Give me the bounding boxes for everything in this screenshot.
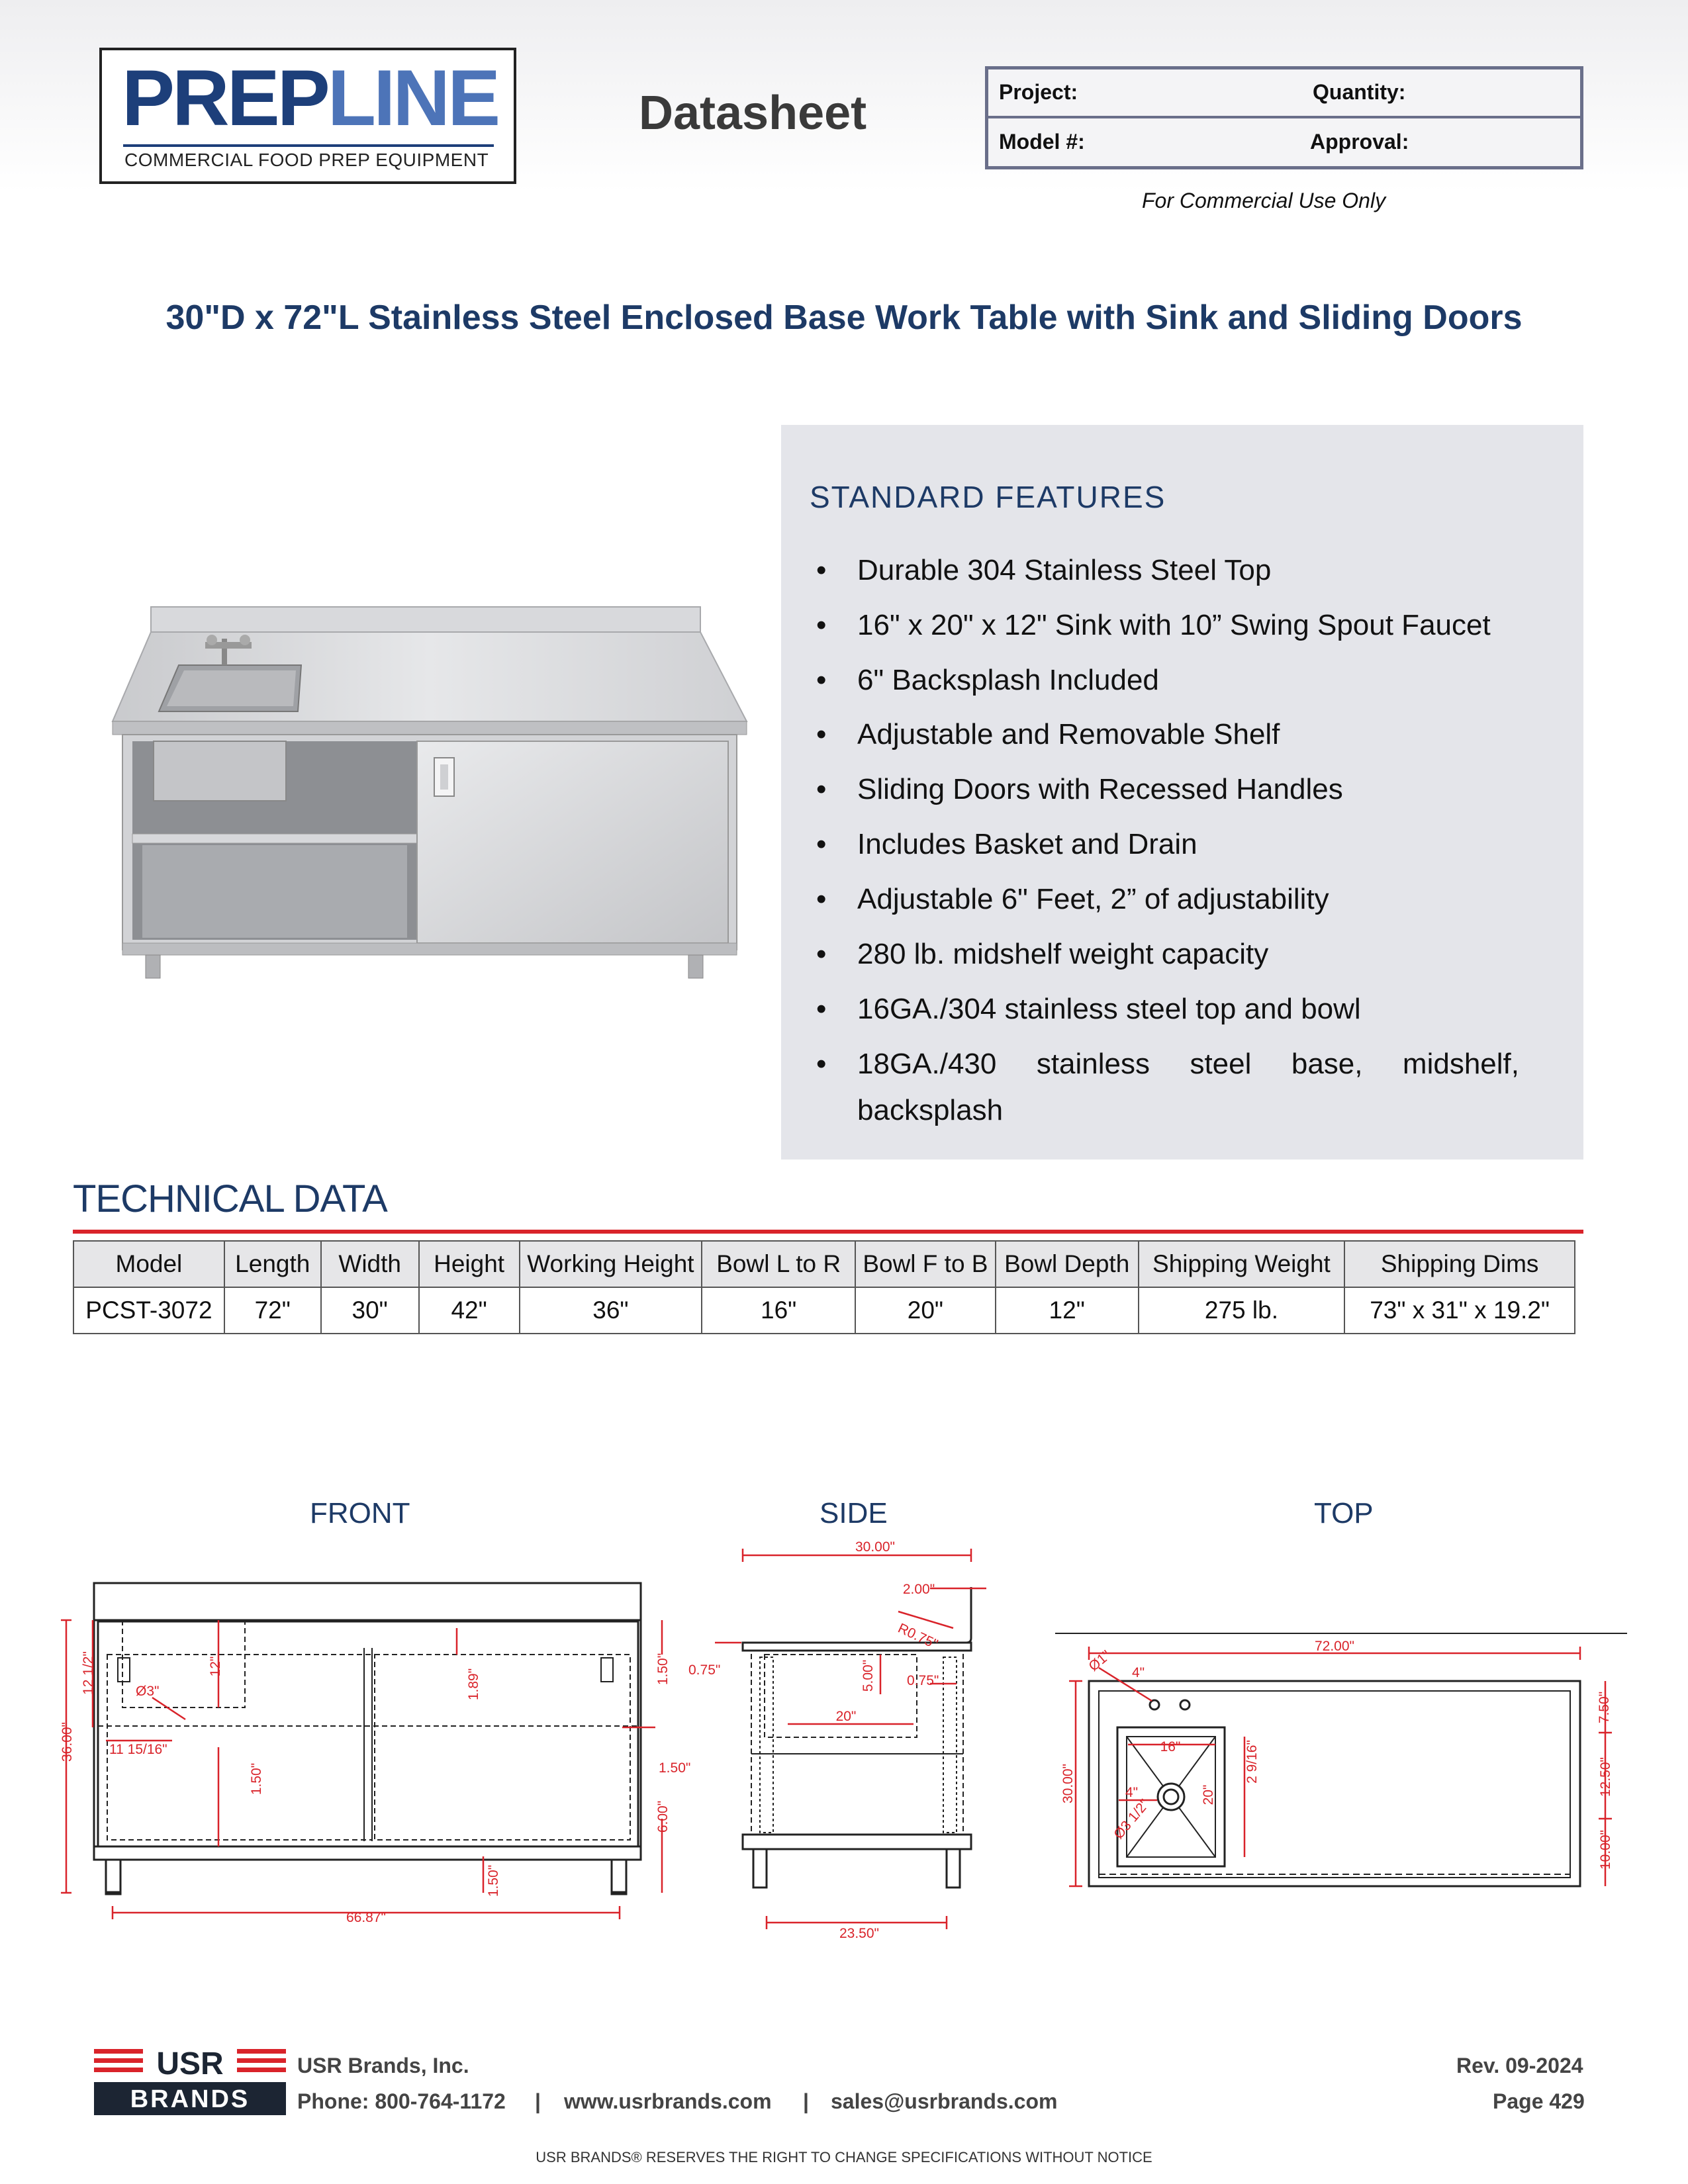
- bullet: •: [816, 554, 827, 586]
- dim-label: 5.00": [861, 1659, 876, 1692]
- model-label: Model #:: [999, 130, 1085, 154]
- dim-label: 12.50": [1598, 1756, 1613, 1797]
- technical-data-heading: TECHNICAL DATA: [73, 1177, 387, 1220]
- bullet: •: [816, 609, 827, 641]
- table-header-cell: Height: [419, 1241, 520, 1287]
- approval-label: Approval:: [1310, 130, 1409, 154]
- project-info-box: [985, 66, 1583, 169]
- doc-title: Datasheet: [639, 87, 867, 140]
- product-photo: [106, 599, 755, 983]
- table-cell: 30": [321, 1287, 419, 1334]
- features-heading: STANDARD FEATURES: [810, 480, 1166, 514]
- bullet: •: [816, 664, 827, 696]
- info-row-model: [988, 119, 1580, 165]
- dim-label: 4": [1125, 1785, 1139, 1800]
- dim-label: Ø1": [1086, 1647, 1114, 1674]
- table-cell: 275 lb.: [1139, 1287, 1345, 1334]
- dim-label: 36.00": [60, 1721, 75, 1762]
- separator: |: [535, 2089, 541, 2113]
- logo-rule: [123, 144, 494, 147]
- feature-item: • 280 lb. midshelf weight capacity: [857, 931, 1519, 978]
- separator: |: [803, 2089, 809, 2113]
- quantity-label: Quantity:: [1313, 80, 1406, 104]
- dim-label: 1.50": [486, 1864, 501, 1897]
- dim-label: 4": [1132, 1665, 1145, 1680]
- front-view-drawing: [94, 1583, 641, 1894]
- website-link[interactable]: www.usrbrands.com: [564, 2089, 772, 2113]
- page-number: Page 429: [1493, 2089, 1585, 2113]
- bullet: •: [816, 1048, 827, 1080]
- table-cell: 36": [520, 1287, 702, 1334]
- feature-item-continued: backsplash: [857, 1094, 1004, 1126]
- dim-label: 16": [1160, 1739, 1181, 1754]
- feature-item: • Sliding Doors with Recessed Handles: [857, 766, 1519, 813]
- table-header-cell: Model: [73, 1241, 224, 1287]
- disclaimer: USR BRANDS® RESERVES THE RIGHT TO CHANGE SPECIFICATIONS WITHOUT NOTICE: [536, 2149, 1152, 2165]
- dim-label: 10.00": [1598, 1829, 1613, 1870]
- table-header-cell: Bowl F to B: [855, 1241, 996, 1287]
- technical-data-table: [73, 1240, 1575, 1334]
- table-cell: 20": [855, 1287, 996, 1334]
- usr-logo-top: USR: [156, 2046, 224, 2081]
- feature-item: • 18GA./430 stainless steel base, midshelf,: [857, 1041, 1519, 1087]
- bullet: •: [816, 938, 827, 970]
- dim-label: 2 9/16": [1244, 1740, 1260, 1784]
- table-header-cell: Length: [224, 1241, 321, 1287]
- dim-label: 11 15/16": [109, 1742, 167, 1757]
- table-row: [73, 1287, 1575, 1334]
- dim-label: 0.75": [688, 1662, 721, 1678]
- dim-label: R0.75": [895, 1620, 941, 1653]
- bullet: •: [816, 993, 827, 1025]
- project-label: Project:: [999, 80, 1078, 104]
- dim-label: 66.87": [346, 1910, 387, 1925]
- bullet: •: [816, 883, 827, 915]
- dim-label: 30.00": [855, 1539, 896, 1555]
- feature-item: • 16" x 20" x 12" Sink with 10” Swing Spout Faucet: [857, 602, 1519, 649]
- side-view-label: SIDE: [820, 1497, 888, 1529]
- dim-label: 1.50": [249, 1762, 264, 1796]
- dim-label: 2.00": [902, 1582, 935, 1597]
- dim-label: 6.00": [655, 1800, 671, 1833]
- table-header-cell: Bowl L to R: [702, 1241, 855, 1287]
- feature-item: • Durable 304 Stainless Steel Top: [857, 547, 1519, 594]
- dim-label: 30.00": [1060, 1763, 1076, 1804]
- feature-item: • 16GA./304 stainless steel top and bowl: [857, 986, 1519, 1032]
- feature-item: • Adjustable and Removable Shelf: [857, 711, 1519, 758]
- table-header-cell: Shipping Dims: [1344, 1241, 1575, 1287]
- dim-label: 20": [835, 1709, 857, 1724]
- dim-label: 7.50": [1597, 1691, 1612, 1724]
- table-header-cell: Width: [321, 1241, 419, 1287]
- top-view-label: TOP: [1314, 1497, 1374, 1529]
- bullet: •: [816, 828, 827, 860]
- usr-logo-bottom: BRANDS: [130, 2085, 250, 2113]
- table-cell: 12": [996, 1287, 1139, 1334]
- dim-label: 23.50": [839, 1926, 880, 1941]
- company-name: USR Brands, Inc.: [297, 2054, 469, 2077]
- dim-label: 20": [1201, 1784, 1216, 1805]
- commercial-use-note: For Commercial Use Only: [1142, 189, 1386, 212]
- table-cell: 16": [702, 1287, 855, 1334]
- logo-wordmark: PREPLINE: [122, 54, 498, 142]
- dim-label: 12": [208, 1656, 223, 1677]
- table-cell: PCST-3072: [73, 1287, 224, 1334]
- table-header-cell: Working Height: [520, 1241, 702, 1287]
- dim-label: Ø3": [136, 1684, 160, 1699]
- dim-label: Ø3 1/2": [1111, 1796, 1153, 1843]
- table-cell: 72": [224, 1287, 321, 1334]
- info-row-project: [988, 69, 1580, 118]
- dim-label: 1.89": [466, 1668, 481, 1701]
- product-title: 30"D x 72"L Stainless Steel Enclosed Base Work Table with Sink and Sliding Doors: [165, 298, 1523, 337]
- usr-brands-logo: [94, 2045, 286, 2116]
- table-header-cell: Shipping Weight: [1139, 1241, 1345, 1287]
- revision: Rev. 09-2024: [1456, 2054, 1583, 2077]
- dim-label: 1.50": [659, 1760, 691, 1776]
- feature-item: • Includes Basket and Drain: [857, 821, 1519, 868]
- dim-label: 1.50": [655, 1653, 671, 1686]
- front-view-label: FRONT: [310, 1497, 410, 1529]
- feature-item: • Adjustable 6" Feet, 2” of adjustability: [857, 876, 1519, 923]
- technical-data-rule: [73, 1230, 1583, 1234]
- dim-label: 72.00": [1314, 1639, 1355, 1654]
- feature-item: • 6" Backsplash Included: [857, 657, 1519, 704]
- side-view-drawing: [743, 1587, 971, 1888]
- table-cell: 73" x 31" x 19.2": [1344, 1287, 1575, 1334]
- prepline-logo: [99, 48, 516, 184]
- table-cell: 42": [419, 1287, 520, 1334]
- standard-features-panel: [781, 425, 1583, 1160]
- table-header-cell: Bowl Depth: [996, 1241, 1139, 1287]
- phone-number: Phone: 800-764-1172: [297, 2089, 506, 2113]
- bullet: •: [816, 773, 827, 805]
- logo-tagline: COMMERCIAL FOOD PREP EQUIPMENT: [124, 150, 489, 170]
- email-link[interactable]: sales@usrbrands.com: [831, 2089, 1058, 2113]
- technical-drawings: [0, 1522, 1688, 1952]
- table-header-row: [73, 1241, 1575, 1287]
- dim-label: 0.75": [907, 1673, 939, 1688]
- bullet: •: [816, 718, 827, 751]
- dim-label: 12 1/2": [81, 1651, 96, 1695]
